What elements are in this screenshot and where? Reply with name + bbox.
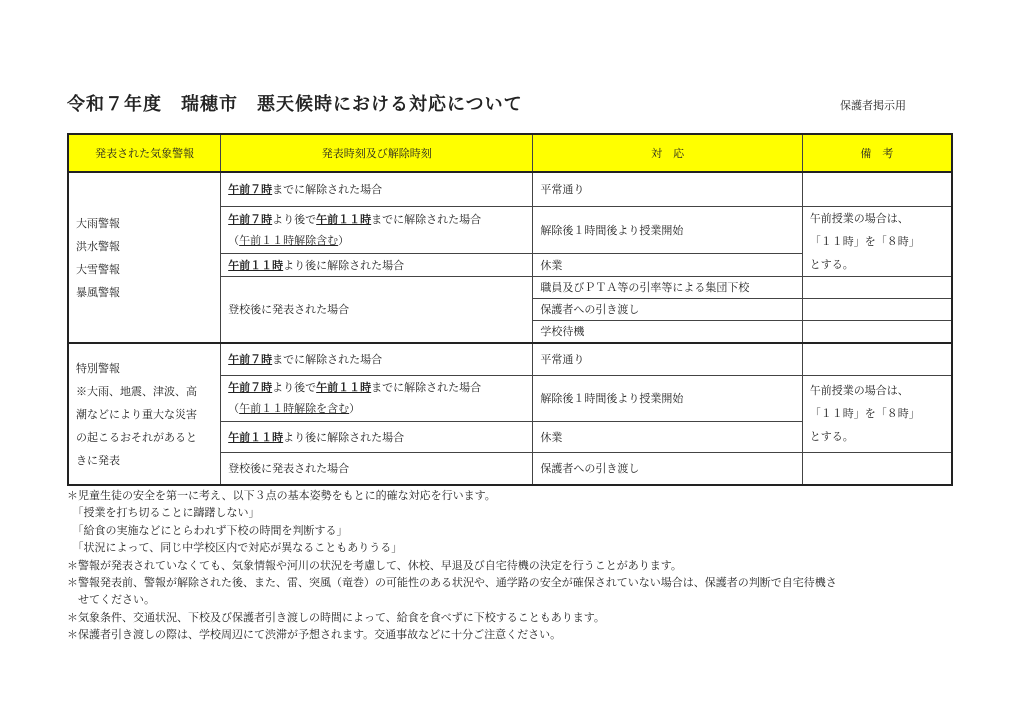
time-cell (221, 421, 533, 452)
warning-list (68, 172, 221, 343)
special-warning-desc: 潮などにより重大な災害 (76, 407, 197, 421)
time-text: より後に解除された場合 (283, 258, 405, 272)
notes-section (67, 487, 957, 644)
note-line: ＊保護者引き渡しの際は、学校周辺にて渋滞が予想されます。交通事故などに十分ご注意ください。 (67, 628, 562, 642)
paren: （ (228, 233, 240, 247)
note-line: ＊気象条件、交通状況、下校及び保護者引き渡しの時間によって、給食を食べずに下校することもあります。 (67, 610, 605, 624)
header-warning: 発表された気象警報 (68, 134, 221, 172)
time-include: 午前１１時解除含む (239, 233, 339, 247)
header-row (68, 134, 952, 172)
note-line: ＊警報発表前、警報が解除された後、また、雷、突風（竜巻）の可能性のある状況や、通学路の安全が確保されていない場合は、保護者の判断で自宅待機さ (67, 576, 837, 590)
table-row (68, 343, 952, 375)
time-text: までに解除された場合 (272, 353, 383, 367)
time-key: 午前１１時 (316, 212, 372, 226)
time-cell (221, 375, 533, 421)
audience-label: 保護者掲示用 (840, 99, 906, 112)
paren: ） (338, 233, 350, 247)
special-warning-desc: ※大雨、地震、津波、高 (76, 384, 197, 398)
time-text: までに解除された場合 (371, 212, 482, 226)
time-key: 午前７時 (228, 212, 273, 226)
special-warning-cell (68, 343, 221, 485)
time-key: 午前１１時 (228, 258, 284, 272)
note-line: とする。 (809, 430, 854, 443)
response-cell: 解除後１時間後より授業開始 (533, 206, 802, 253)
note-line: 「授業を打ち切ることに躊躇しない」 (67, 506, 260, 520)
note-cell (802, 452, 952, 485)
response-cell: 解除後１時間後より授業開始 (533, 375, 802, 421)
time-cell (221, 253, 533, 276)
header-notes: 備 考 (802, 134, 952, 172)
response-cell: 保護者への引き渡し (533, 298, 802, 320)
special-warning-title: 特別警報 (76, 361, 120, 375)
time-key: 午前７時 (228, 381, 273, 394)
warning-flood: 洪水警報 (76, 239, 120, 253)
warning-heavy-snow: 大雪警報 (76, 262, 120, 276)
time-cell (221, 172, 533, 206)
note-line: とする。 (809, 257, 854, 271)
note-cell (802, 343, 952, 375)
note-line: 「状況によって、同じ中学校区内で対応が異なることもありうる」 (67, 541, 403, 555)
note-cell (802, 276, 952, 298)
time-key: 午前１１時 (316, 381, 372, 394)
note-line: せてください。 (67, 593, 155, 607)
time-key: 午前７時 (228, 353, 273, 367)
response-cell: 平常通り (533, 172, 802, 206)
note-cell (802, 320, 952, 343)
note-line: 「１１時」を「８時」 (809, 407, 920, 420)
time-text: より後に解除された場合 (283, 430, 405, 444)
time-text: より後で (272, 212, 317, 226)
time-key: 午前７時 (228, 183, 273, 197)
time-include: 午前１１時解除を含む (239, 402, 350, 415)
note-cell (802, 206, 952, 276)
time-cell: 登校後に発表された場合 (221, 276, 533, 343)
note-cell (802, 172, 952, 206)
time-key: 午前１１時 (228, 430, 284, 444)
header-response: 対 応 (533, 134, 802, 172)
paren: （ (228, 402, 240, 415)
header-time: 発表時刻及び解除時刻 (221, 134, 533, 172)
note-cell (802, 298, 952, 320)
time-cell: 登校後に発表された場合 (221, 452, 533, 485)
note-line: 午前授業の場合は、 (809, 384, 909, 397)
time-text: より後で (272, 381, 317, 394)
response-cell: 学校待機 (533, 320, 802, 343)
response-cell: 休業 (533, 253, 802, 276)
note-line: 午前授業の場合は、 (809, 211, 909, 225)
note-line: 「１１時」を「８時」 (809, 234, 920, 248)
time-cell (221, 206, 533, 253)
warning-storm: 暴風警報 (76, 285, 120, 299)
response-cell: 平常通り (533, 343, 802, 375)
paren: ） (349, 402, 361, 415)
response-cell: 保護者への引き渡し (533, 452, 802, 485)
response-cell: 職員及びＰＴＡ等の引率等による集団下校 (533, 276, 802, 298)
table-row (68, 172, 952, 206)
note-line: ＊児童生徒の安全を第一に考え、以下３点の基本姿勢をもとに的確な対応を行います。 (67, 489, 496, 502)
page-title: 令和７年度 瑞穂市 悪天候時における対応について (67, 94, 523, 115)
warning-heavy-rain: 大雨警報 (76, 216, 120, 230)
time-cell (221, 343, 533, 375)
special-warning-desc: きに発表 (76, 453, 120, 467)
weather-response-table (67, 133, 953, 486)
note-line: ＊警報が発表されていなくても、気象情報や河川の状況を考慮して、休校、早退及び自宅待機の決定を行うことがあります。 (67, 558, 682, 572)
time-text: までに解除された場合 (272, 183, 383, 197)
special-warning-desc: の起こるおそれがあると (76, 430, 197, 444)
response-cell: 休業 (533, 421, 802, 452)
note-cell (802, 375, 952, 452)
time-text: までに解除された場合 (371, 381, 482, 394)
note-line: 「給食の実施などにとらわれず下校の時間を判断する」 (67, 523, 348, 537)
